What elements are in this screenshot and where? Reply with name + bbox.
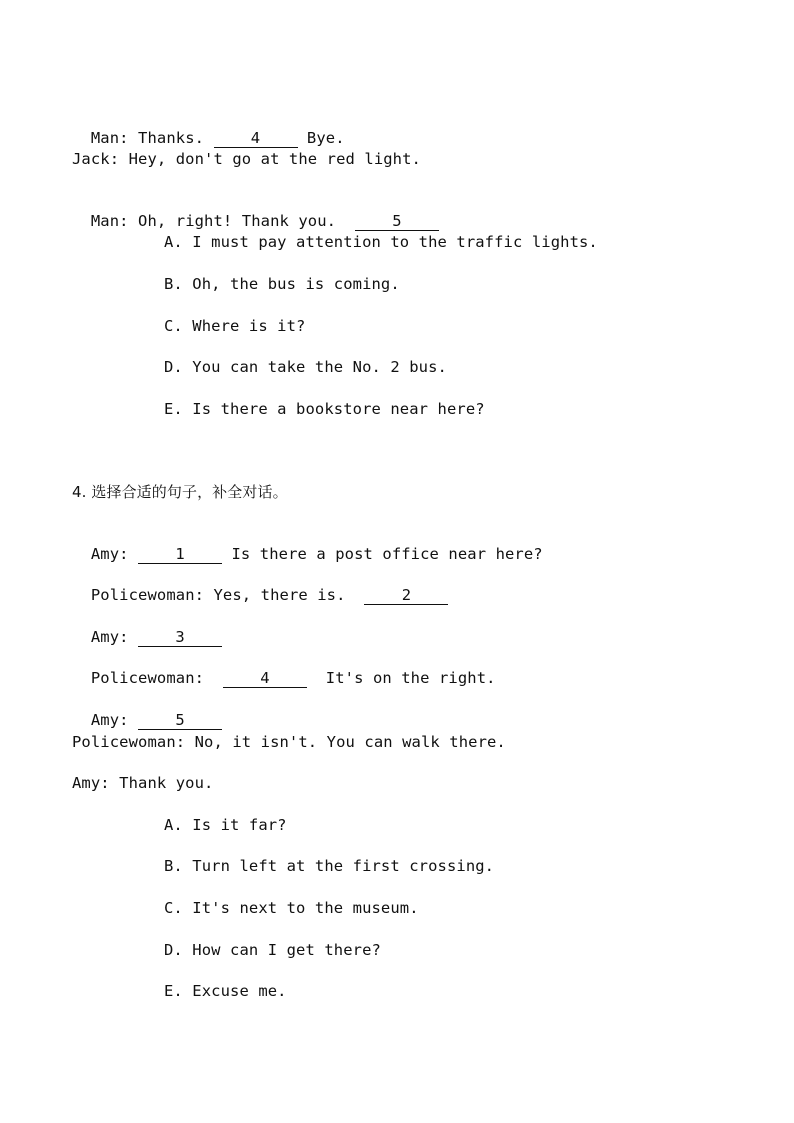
answer-blank[interactable]: 4 bbox=[223, 669, 307, 688]
speaker-text: Amy: bbox=[90, 628, 139, 646]
option-a: A. I must pay attention to the traffic lights. bbox=[164, 233, 598, 251]
dialog-line bbox=[72, 191, 439, 231]
option-c: C. Where is it? bbox=[164, 317, 306, 335]
answer-blank[interactable]: 5 bbox=[355, 212, 439, 231]
answer-blank[interactable]: 1 bbox=[138, 545, 222, 564]
answer-blank[interactable]: 4 bbox=[214, 129, 298, 148]
dialog-line bbox=[72, 524, 543, 564]
option-c: C. It's next to the museum. bbox=[164, 899, 419, 917]
answer-blank[interactable]: 3 bbox=[138, 628, 222, 647]
question-title: 4. 选择合适的句子，补全对话。 bbox=[72, 483, 288, 501]
option-d: D. You can take the No. 2 bus. bbox=[164, 358, 447, 376]
option-a: A. Is it far? bbox=[164, 816, 287, 834]
option-e: E. Excuse me. bbox=[164, 982, 287, 1000]
option-d: D. How can I get there? bbox=[164, 941, 381, 959]
dialog-line: Jack: Hey, don't go at the red light. bbox=[72, 150, 421, 168]
dialog-line: Amy: Thank you. bbox=[72, 774, 214, 792]
speaker-text: Amy: bbox=[90, 711, 139, 729]
option-b: B. Oh, the bus is coming. bbox=[164, 275, 400, 293]
dialog-line bbox=[72, 108, 345, 148]
dialog-text: Bye. bbox=[297, 129, 345, 147]
dialog-line bbox=[72, 690, 222, 730]
answer-blank[interactable]: 2 bbox=[364, 586, 448, 605]
dialog-line: Policewoman: No, it isn't. You can walk there. bbox=[72, 733, 506, 751]
speaker-text: Policewoman: Yes, there is. bbox=[90, 586, 365, 604]
option-e: E. Is there a bookstore near here? bbox=[164, 400, 485, 418]
dialog-line bbox=[72, 565, 448, 605]
dialog-text: Is there a post office near here? bbox=[222, 545, 543, 563]
speaker-text: Man: Thanks. bbox=[90, 129, 214, 147]
dialog-line bbox=[72, 648, 496, 688]
speaker-text: Policewoman: bbox=[90, 669, 223, 687]
dialog-line bbox=[72, 607, 222, 647]
speaker-text: Amy: bbox=[90, 545, 139, 563]
dialog-text: It's on the right. bbox=[306, 669, 496, 687]
speaker-text: Man: Oh, right! Thank you. bbox=[90, 212, 355, 230]
option-b: B. Turn left at the first crossing. bbox=[164, 857, 495, 875]
answer-blank[interactable]: 5 bbox=[138, 711, 222, 730]
